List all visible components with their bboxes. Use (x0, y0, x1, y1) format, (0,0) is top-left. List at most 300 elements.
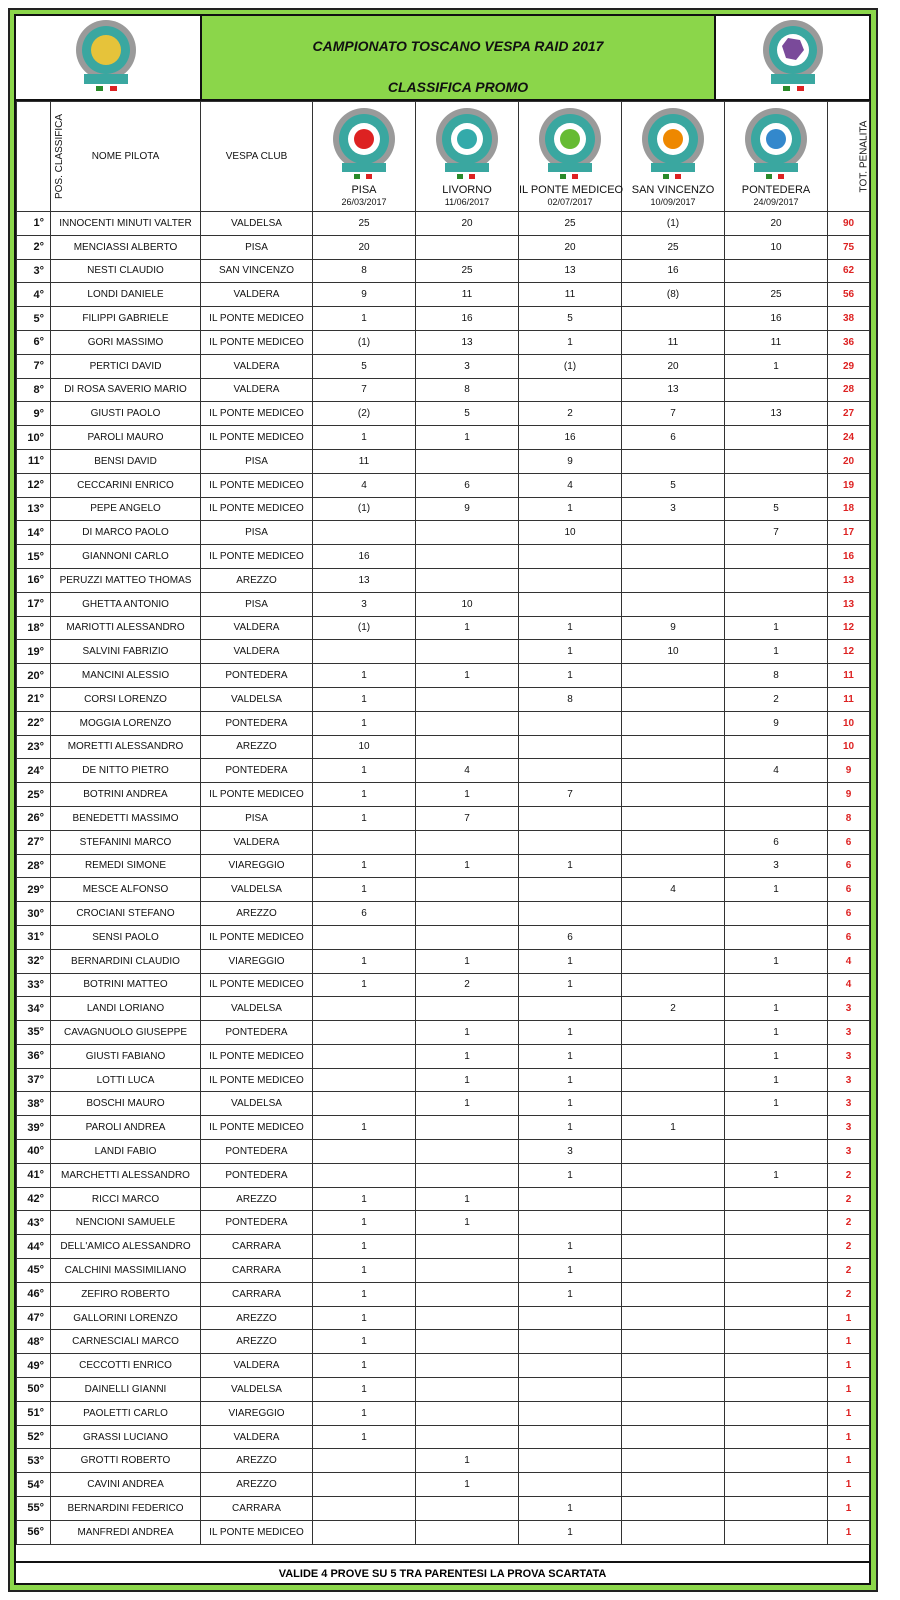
race-date: 02/07/2017 (547, 197, 593, 207)
race-points-cell: 1 (416, 616, 519, 640)
race-points-cell: 20 (416, 212, 519, 236)
race-logo-icon (530, 106, 610, 182)
race-points-cell (725, 1235, 828, 1259)
table-row (17, 925, 870, 949)
race-points-cell: 1 (313, 1187, 416, 1211)
race-points-cell: 1 (416, 1473, 519, 1497)
race-points-cell: 11 (725, 330, 828, 354)
page-subtitle: CLASSIFICA PROMO (387, 79, 529, 95)
club-cell: VALDELSA (201, 878, 313, 902)
pilot-name-cell: GHETTA ANTONIO (51, 592, 201, 616)
table-row (17, 545, 870, 569)
race-points-cell (519, 1473, 622, 1497)
total-penalty-cell: 90 (828, 212, 870, 236)
total-penalty-cell: 29 (828, 354, 870, 378)
total-penalty-cell: 1 (828, 1330, 870, 1354)
race-points-cell: 7 (519, 783, 622, 807)
race-points-cell: 5 (313, 354, 416, 378)
position-cell: 8° (17, 378, 51, 402)
pilot-name-cell: GIUSTI PAOLO (51, 402, 201, 426)
race-points-cell: 16 (313, 545, 416, 569)
table-row (17, 854, 870, 878)
club-cell: PISA (201, 521, 313, 545)
position-cell: 27° (17, 830, 51, 854)
vespa-club-logo-right (714, 16, 871, 99)
race-points-cell: 1 (313, 1425, 416, 1449)
race-points-cell: 1 (519, 1163, 622, 1187)
pilot-name-cell: MANFREDI ANDREA (51, 1520, 201, 1544)
race-points-cell: 1 (519, 664, 622, 688)
race-points-cell (416, 1401, 519, 1425)
total-penalty-cell: 2 (828, 1235, 870, 1259)
race-points-cell (725, 568, 828, 592)
pilot-name-cell: PERTICI DAVID (51, 354, 201, 378)
col-race-header (725, 102, 828, 212)
table-row (17, 1401, 870, 1425)
race-points-cell: (1) (313, 330, 416, 354)
race-points-cell (622, 1259, 725, 1283)
table-row (17, 1235, 870, 1259)
club-cell: VALDELSA (201, 212, 313, 236)
race-points-cell (519, 878, 622, 902)
total-penalty-cell: 12 (828, 640, 870, 664)
race-logo-icon (736, 106, 816, 182)
race-points-cell (725, 783, 828, 807)
race-points-cell: 6 (622, 426, 725, 450)
club-cell: IL PONTE MEDICEO (201, 545, 313, 569)
race-name: LIVORNO (442, 184, 492, 196)
total-penalty-cell: 2 (828, 1211, 870, 1235)
race-points-cell (416, 1330, 519, 1354)
club-cell: VALDERA (201, 378, 313, 402)
race-points-cell (725, 902, 828, 926)
race-points-cell (725, 1187, 828, 1211)
race-points-cell (519, 902, 622, 926)
pilot-name-cell: CECCARINI ENRICO (51, 473, 201, 497)
race-points-cell (725, 426, 828, 450)
race-points-cell: 8 (416, 378, 519, 402)
table-row (17, 1259, 870, 1283)
race-points-cell (416, 568, 519, 592)
table-row (17, 1330, 870, 1354)
position-cell: 28° (17, 854, 51, 878)
title-box (202, 16, 714, 99)
race-points-cell (622, 1473, 725, 1497)
total-penalty-cell: 6 (828, 902, 870, 926)
position-cell: 26° (17, 806, 51, 830)
total-penalty-cell: 1 (828, 1401, 870, 1425)
table-row (17, 473, 870, 497)
race-points-cell (519, 830, 622, 854)
race-points-cell (519, 735, 622, 759)
club-cell: IL PONTE MEDICEO (201, 973, 313, 997)
race-points-cell: 1 (725, 616, 828, 640)
total-penalty-cell: 27 (828, 402, 870, 426)
club-cell: AREZZO (201, 1306, 313, 1330)
race-points-cell (622, 521, 725, 545)
race-points-cell: 5 (725, 497, 828, 521)
race-points-cell: 13 (416, 330, 519, 354)
total-penalty-cell: 11 (828, 664, 870, 688)
race-points-cell: 2 (416, 973, 519, 997)
race-points-cell (725, 449, 828, 473)
total-penalty-cell: 3 (828, 1140, 870, 1164)
position-cell: 56° (17, 1520, 51, 1544)
table-row (17, 1473, 870, 1497)
race-points-cell: 20 (725, 212, 828, 236)
total-penalty-cell: 38 (828, 307, 870, 331)
table-row (17, 354, 870, 378)
total-penalty-cell: 4 (828, 973, 870, 997)
race-points-cell (313, 1140, 416, 1164)
race-points-cell: 1 (313, 1282, 416, 1306)
race-points-cell (416, 449, 519, 473)
race-points-cell (622, 1211, 725, 1235)
table-row (17, 259, 870, 283)
race-points-cell (622, 1449, 725, 1473)
pilot-name-cell: PERUZZI MATTEO THOMAS (51, 568, 201, 592)
race-points-cell: 1 (313, 426, 416, 450)
pilot-name-cell: NENCIONI SAMUELE (51, 1211, 201, 1235)
race-points-cell: 16 (725, 307, 828, 331)
position-cell: 11° (17, 449, 51, 473)
col-name-header: NOME PILOTA (51, 102, 201, 212)
race-points-cell: 1 (519, 616, 622, 640)
race-points-cell: 1 (313, 854, 416, 878)
pilot-name-cell: DI MARCO PAOLO (51, 521, 201, 545)
race-name: IL PONTE MEDICEO (519, 184, 624, 196)
pilot-name-cell: NESTI CLAUDIO (51, 259, 201, 283)
position-cell: 31° (17, 925, 51, 949)
race-points-cell (622, 711, 725, 735)
pilot-name-cell: LANDI FABIO (51, 1140, 201, 1164)
position-cell: 36° (17, 1044, 51, 1068)
total-penalty-cell: 18 (828, 497, 870, 521)
race-date: 24/09/2017 (753, 197, 799, 207)
pilot-name-cell: FILIPPI GABRIELE (51, 307, 201, 331)
pilot-name-cell: DI ROSA SAVERIO MARIO (51, 378, 201, 402)
page-title: CAMPIONATO TOSCANO VESPA RAID 2017 (312, 38, 604, 54)
race-points-cell: 1 (313, 878, 416, 902)
race-points-cell (622, 735, 725, 759)
race-points-cell: 7 (622, 402, 725, 426)
race-points-cell (519, 545, 622, 569)
race-points-cell (725, 925, 828, 949)
table-row (17, 307, 870, 331)
pilot-name-cell: CALCHINI MASSIMILIANO (51, 1259, 201, 1283)
race-points-cell (725, 592, 828, 616)
table-row (17, 902, 870, 926)
club-cell: IL PONTE MEDICEO (201, 1044, 313, 1068)
club-cell: VALDERA (201, 1354, 313, 1378)
club-cell: IL PONTE MEDICEO (201, 402, 313, 426)
race-points-cell: 1 (519, 1282, 622, 1306)
race-points-cell (622, 1140, 725, 1164)
table-row (17, 1520, 870, 1544)
club-cell: VALDERA (201, 283, 313, 307)
table-row (17, 378, 870, 402)
table-row (17, 1354, 870, 1378)
race-points-cell (622, 1044, 725, 1068)
club-cell: IL PONTE MEDICEO (201, 426, 313, 450)
table-row (17, 1044, 870, 1068)
race-points-cell: 5 (622, 473, 725, 497)
club-cell: PONTEDERA (201, 1211, 313, 1235)
race-points-cell (725, 1306, 828, 1330)
race-points-cell: 1 (519, 330, 622, 354)
race-points-cell: 1 (313, 307, 416, 331)
race-points-cell: 1 (416, 426, 519, 450)
footer-note: VALIDE 4 PROVE SU 5 TRA PARENTESI LA PROVA SCARTATA (16, 1561, 869, 1585)
club-cell: IL PONTE MEDICEO (201, 1520, 313, 1544)
total-penalty-cell: 1 (828, 1520, 870, 1544)
position-cell: 20° (17, 664, 51, 688)
race-points-cell: 25 (416, 259, 519, 283)
pilot-name-cell: PAROLI MAURO (51, 426, 201, 450)
club-cell: PONTEDERA (201, 1163, 313, 1187)
club-cell: IL PONTE MEDICEO (201, 330, 313, 354)
table-row (17, 735, 870, 759)
race-points-cell (622, 1354, 725, 1378)
race-name: PONTEDERA (741, 184, 811, 196)
total-penalty-cell: 28 (828, 378, 870, 402)
race-points-cell: 7 (725, 521, 828, 545)
race-points-cell: 1 (725, 949, 828, 973)
total-penalty-cell: 3 (828, 1044, 870, 1068)
total-penalty-cell: 17 (828, 521, 870, 545)
total-penalty-cell: 2 (828, 1187, 870, 1211)
gear-logo-icon (16, 16, 200, 99)
pilot-name-cell: BERNARDINI FEDERICO (51, 1497, 201, 1521)
race-points-cell (313, 997, 416, 1021)
pilot-name-cell: PEPE ANGELO (51, 497, 201, 521)
position-cell: 54° (17, 1473, 51, 1497)
race-points-cell: 1 (416, 854, 519, 878)
club-cell: VALDELSA (201, 1378, 313, 1402)
race-points-cell: 4 (519, 473, 622, 497)
club-cell: PISA (201, 592, 313, 616)
table-row (17, 330, 870, 354)
race-points-cell (416, 830, 519, 854)
race-points-cell: 9 (725, 711, 828, 735)
pilot-name-cell: MOGGIA LORENZO (51, 711, 201, 735)
race-points-cell: 11 (416, 283, 519, 307)
position-cell: 42° (17, 1187, 51, 1211)
position-cell: 12° (17, 473, 51, 497)
position-cell: 43° (17, 1211, 51, 1235)
race-points-cell: 1 (519, 1520, 622, 1544)
total-penalty-cell: 6 (828, 878, 870, 902)
race-points-cell: 1 (416, 1449, 519, 1473)
total-penalty-cell: 56 (828, 283, 870, 307)
club-cell: PONTEDERA (201, 711, 313, 735)
position-cell: 25° (17, 783, 51, 807)
pilot-name-cell: RICCI MARCO (51, 1187, 201, 1211)
race-points-cell (519, 1425, 622, 1449)
club-cell: IL PONTE MEDICEO (201, 307, 313, 331)
race-points-cell (416, 735, 519, 759)
position-cell: 5° (17, 307, 51, 331)
race-points-cell: 4 (622, 878, 725, 902)
position-cell: 3° (17, 259, 51, 283)
position-cell: 45° (17, 1259, 51, 1283)
vespa-club-logo-left (16, 16, 202, 99)
race-points-cell: 10 (416, 592, 519, 616)
race-points-cell (416, 997, 519, 1021)
race-points-cell: 1 (416, 949, 519, 973)
race-points-cell: 1 (416, 1068, 519, 1092)
pilot-name-cell: GALLORINI LORENZO (51, 1306, 201, 1330)
standings-table (16, 101, 870, 1545)
race-points-cell: 3 (313, 592, 416, 616)
race-points-cell (519, 378, 622, 402)
race-points-cell (725, 1425, 828, 1449)
race-points-cell: 1 (519, 1044, 622, 1068)
table-row (17, 806, 870, 830)
race-points-cell: 1 (725, 1163, 828, 1187)
position-cell: 50° (17, 1378, 51, 1402)
total-penalty-cell: 13 (828, 592, 870, 616)
pilot-name-cell: CARNESCIALI MARCO (51, 1330, 201, 1354)
pilot-name-cell: GROTTI ROBERTO (51, 1449, 201, 1473)
race-points-cell: 1 (313, 949, 416, 973)
pilot-name-cell: BOTRINI ANDREA (51, 783, 201, 807)
table-row (17, 283, 870, 307)
table-row (17, 1306, 870, 1330)
table-row (17, 592, 870, 616)
total-penalty-cell: 2 (828, 1259, 870, 1283)
race-points-cell: 1 (519, 640, 622, 664)
race-points-cell: 20 (622, 354, 725, 378)
position-cell: 17° (17, 592, 51, 616)
race-points-cell (725, 1473, 828, 1497)
club-cell: VALDERA (201, 616, 313, 640)
club-cell: IL PONTE MEDICEO (201, 473, 313, 497)
race-points-cell: 6 (519, 925, 622, 949)
total-penalty-cell: 62 (828, 259, 870, 283)
club-cell: IL PONTE MEDICEO (201, 783, 313, 807)
pilot-name-cell: INNOCENTI MINUTI VALTER (51, 212, 201, 236)
race-points-cell (622, 592, 725, 616)
pilot-name-cell: LOTTI LUCA (51, 1068, 201, 1092)
total-penalty-cell: 1 (828, 1378, 870, 1402)
club-cell: PONTEDERA (201, 1021, 313, 1045)
race-points-cell: 3 (725, 854, 828, 878)
table-row (17, 1021, 870, 1045)
position-cell: 30° (17, 902, 51, 926)
pilot-name-cell: DELL'AMICO ALESSANDRO (51, 1235, 201, 1259)
race-points-cell (622, 1497, 725, 1521)
table-row (17, 711, 870, 735)
col-club-header: VESPA CLUB (201, 102, 313, 212)
race-points-cell (416, 1497, 519, 1521)
table-row (17, 1425, 870, 1449)
club-cell: VALDELSA (201, 687, 313, 711)
pilot-name-cell: REMEDI SIMONE (51, 854, 201, 878)
table-row (17, 1163, 870, 1187)
position-cell: 35° (17, 1021, 51, 1045)
race-points-cell (416, 235, 519, 259)
race-points-cell (622, 1378, 725, 1402)
race-points-cell (725, 1354, 828, 1378)
race-points-cell: 5 (519, 307, 622, 331)
club-cell: VIAREGGIO (201, 854, 313, 878)
race-points-cell (725, 1497, 828, 1521)
race-points-cell: 1 (313, 759, 416, 783)
race-points-cell (519, 568, 622, 592)
pilot-name-cell: GIANNONI CARLO (51, 545, 201, 569)
position-cell: 16° (17, 568, 51, 592)
race-points-cell: 11 (313, 449, 416, 473)
total-penalty-cell: 3 (828, 1116, 870, 1140)
pilot-name-cell: DE NITTO PIETRO (51, 759, 201, 783)
race-points-cell: 16 (519, 426, 622, 450)
pilot-name-cell: PAROLI ANDREA (51, 1116, 201, 1140)
race-points-cell (519, 806, 622, 830)
pilot-name-cell: MORETTI ALESSANDRO (51, 735, 201, 759)
club-cell: CARRARA (201, 1282, 313, 1306)
race-points-cell: 1 (622, 1116, 725, 1140)
position-cell: 18° (17, 616, 51, 640)
col-race-header (622, 102, 725, 212)
table-row (17, 1449, 870, 1473)
race-points-cell: 1 (519, 1235, 622, 1259)
race-points-cell (725, 1140, 828, 1164)
race-points-cell: 25 (725, 283, 828, 307)
table-row (17, 568, 870, 592)
total-penalty-cell: 13 (828, 568, 870, 592)
race-points-cell: 1 (416, 783, 519, 807)
race-points-cell: 25 (519, 212, 622, 236)
table-row (17, 1140, 870, 1164)
table-row (17, 949, 870, 973)
pilot-name-cell: PAOLETTI CARLO (51, 1401, 201, 1425)
race-points-cell (622, 1235, 725, 1259)
race-points-cell (622, 759, 725, 783)
club-cell: VALDERA (201, 640, 313, 664)
race-points-cell (313, 830, 416, 854)
table-row (17, 402, 870, 426)
pilot-name-cell: ZEFIRO ROBERTO (51, 1282, 201, 1306)
race-points-cell (519, 711, 622, 735)
race-points-cell (725, 1449, 828, 1473)
race-points-cell: 1 (725, 354, 828, 378)
position-cell: 23° (17, 735, 51, 759)
race-date: 26/03/2017 (341, 197, 387, 207)
total-penalty-cell: 6 (828, 854, 870, 878)
table-row (17, 687, 870, 711)
pilot-name-cell: STEFANINI MARCO (51, 830, 201, 854)
race-points-cell (416, 1425, 519, 1449)
total-penalty-cell: 2 (828, 1163, 870, 1187)
race-points-cell: 20 (519, 235, 622, 259)
race-points-cell (313, 1068, 416, 1092)
race-points-cell: 1 (519, 497, 622, 521)
race-points-cell: 1 (313, 973, 416, 997)
club-cell: VIAREGGIO (201, 949, 313, 973)
race-points-cell: 16 (416, 307, 519, 331)
table-row (17, 783, 870, 807)
race-points-cell: 1 (313, 1330, 416, 1354)
position-cell: 47° (17, 1306, 51, 1330)
race-date: 10/09/2017 (650, 197, 696, 207)
race-points-cell (622, 664, 725, 688)
club-cell: VALDERA (201, 354, 313, 378)
table-row (17, 640, 870, 664)
position-cell: 22° (17, 711, 51, 735)
race-name: SAN VINCENZO (631, 184, 715, 196)
table-row (17, 759, 870, 783)
